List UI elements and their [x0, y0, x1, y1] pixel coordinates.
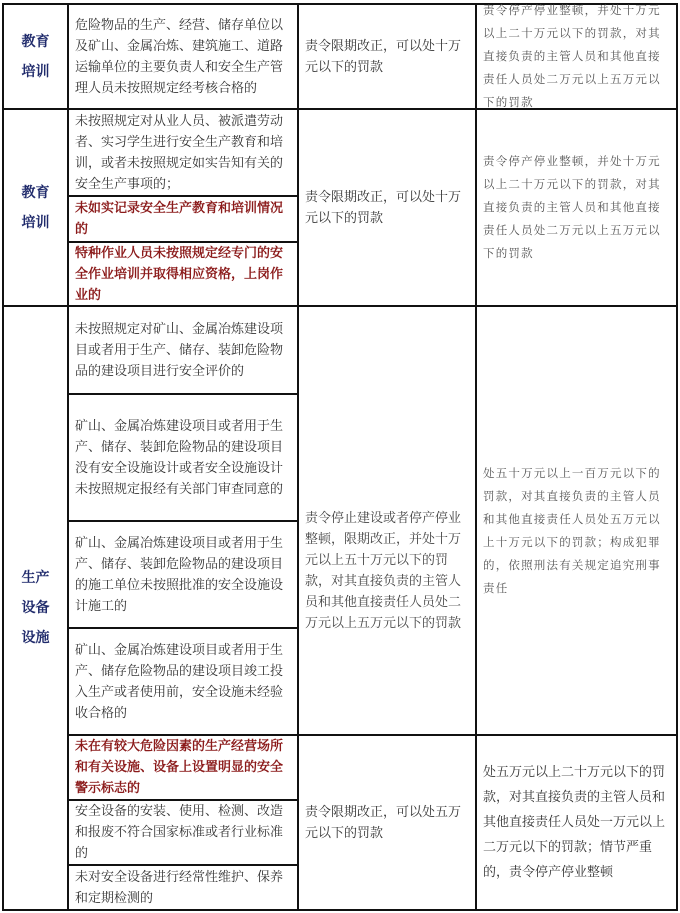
- violation-cell: [67, 305, 299, 395]
- violation-text: 危险物品的生产、经营、储存单位以及矿山、金属冶炼、建筑施工、道路运输单位的主要负责人和安全生产管理人员未按照规定经考核合格的: [75, 17, 284, 96]
- escalation-cell: [475, 3, 678, 110]
- violation-cell: [67, 864, 299, 911]
- penalty-text: 责令限期改正，可以处十万元以下的罚款: [305, 38, 462, 75]
- violation-cell-highlighted: [67, 195, 299, 243]
- penalty-cell: [297, 3, 477, 110]
- violation-cell: [67, 108, 299, 197]
- violation-text: 未如实记录安全生产教育和培训情况的: [75, 201, 284, 237]
- escalation-cell: [475, 305, 678, 736]
- penalty-text: 责令停止建设或者停产停业整顿，限期改正，并处十万元以上五十万元以下的罚款，对其直接负责的主管人员和其他直接责任人员处二万元以上五万元以下的罚款: [305, 510, 462, 631]
- violation-text: 未按照规定对矿山、金属冶炼建设项目或者用于生产、储存、装卸危险物品的建设项目进行安全评价的: [75, 321, 284, 379]
- violation-text: 未对安全设备进行经常性维护、保养和定期检测的: [75, 869, 284, 906]
- violation-cell-highlighted: [67, 734, 299, 801]
- category-label: 教育 培训: [21, 184, 50, 231]
- category-cell: [2, 305, 69, 911]
- category-cell: [2, 3, 69, 110]
- category-label: 教育 培训: [21, 33, 50, 80]
- violation-cell: [67, 393, 299, 522]
- escalation-cell: [475, 108, 678, 307]
- penalty-text: 责令限期改正，可以处十万元以下的罚款: [305, 189, 462, 226]
- category-label: 生产 设备 设施: [21, 570, 50, 646]
- violation-text: 安全设备的安装、使用、检测、改造和报废不符合国家标准或者行业标准的: [75, 804, 284, 861]
- penalty-cell: [297, 734, 477, 911]
- escalation-text: 责令停产停业整顿，并处十万元以上二十万元以下的罚款，对其直接负责的主管人员和其他直接责任人员处二万元以上五万元以下的罚款: [483, 3, 661, 109]
- penalty-cell: [297, 108, 477, 307]
- violation-text: 未在有较大危险因素的生产经营场所和有关设施、设备上设置明显的安全警示标志的: [75, 739, 284, 796]
- violation-cell-highlighted: [67, 241, 299, 307]
- category-cell: [2, 108, 69, 307]
- violation-text: 矿山、金属冶炼建设项目或者用于生产、储存危险物品的建设项目竣工投入生产或者使用前，安全设施未经验收合格的: [75, 642, 284, 721]
- violation-text: 特种作业人员未按照规定经专门的安全作业培训并取得相应资格，上岗作业的: [75, 245, 284, 303]
- escalation-text: 责令停产停业整顿，并处十万元以上二十万元以下的罚款，对其直接负责的主管人员和其他直接责任人员处二万元以上五万元以下的罚款: [483, 154, 661, 260]
- violation-text: 矿山、金属冶炼建设项目或者用于生产、储存、装卸危险物品的建设项目没有安全设施设计或者安全设施设计未按照规定报经有关部门审查同意的: [75, 418, 284, 497]
- escalation-text: 处五十万元以上一百万元以下的罚款，对其直接负责的主管人员和其他直接责任人员处五万元以上十万元以下的罚款；构成犯罪的，依照刑法有关规定追究刑事责任: [483, 465, 661, 595]
- violation-cell: [67, 520, 299, 629]
- escalation-cell: [475, 734, 678, 911]
- penalty-text: 责令限期改正，可以处五万元以下的罚款: [305, 804, 462, 841]
- violation-text: 矿山、金属冶炼建设项目或者用于生产、储存、装卸危险物品的建设项目的施工单位未按照批准的安全设施设计施工的: [75, 535, 284, 614]
- violation-text: 未按照规定对从业人员、被派遣劳动者、实习学生进行安全生产教育和培训，或者未按照规定如实告知有关的安全生产事项的；: [75, 113, 284, 192]
- violation-cell: [67, 627, 299, 736]
- violation-cell: [67, 799, 299, 866]
- violation-cell: [67, 3, 299, 110]
- escalation-text: 处五万元以上二十万元以下的罚款，对其直接负责的主管人员和其他直接责任人员处一万元以上二万元以下的罚款；情节严重的，责令停产停业整顿: [483, 765, 666, 880]
- penalty-cell: [297, 305, 477, 736]
